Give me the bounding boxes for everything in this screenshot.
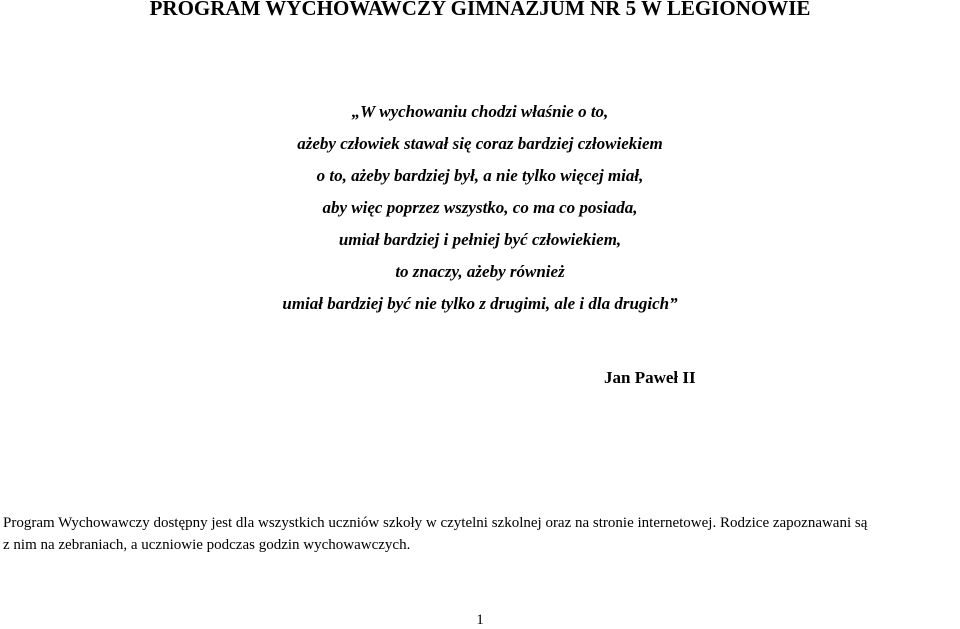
quote-block	[0, 96, 960, 320]
note-line: z nim na zebraniach, a uczniowie podczas godzin wychowawczych.	[3, 537, 411, 553]
availability-note	[3, 512, 960, 556]
document-title: PROGRAM WYCHOWAWCZY GIMNAZJUM NR 5 W LEGIONOWIE	[149, 0, 811, 20]
quote-line: umiał bardziej być nie tylko z drugimi, ale i dla drugich”	[282, 294, 678, 313]
quote-line: ażeby człowiek stawał się coraz bardziej człowiekiem	[297, 134, 663, 153]
note-line: Program Wychowawczy dostępny jest dla wszystkich uczniów szkoły w czytelni szkolnej oraz na stronie internetowej. Rodzice zapoznawani są	[3, 515, 868, 531]
quote-line: umiał bardziej i pełniej być człowiekiem,	[338, 230, 622, 249]
quote-line: o to, ażeby bardziej był, a nie tylko więcej miał,	[316, 166, 644, 185]
page-number: 1	[476, 612, 484, 628]
quote-line: „W wychowaniu chodzi właśnie o to,	[351, 102, 609, 121]
quote-line: to znaczy, ażeby również	[395, 262, 565, 281]
quote-line: aby więc poprzez wszystko, co ma co posiada,	[322, 198, 638, 217]
quote-author: Jan Paweł II	[604, 368, 696, 387]
